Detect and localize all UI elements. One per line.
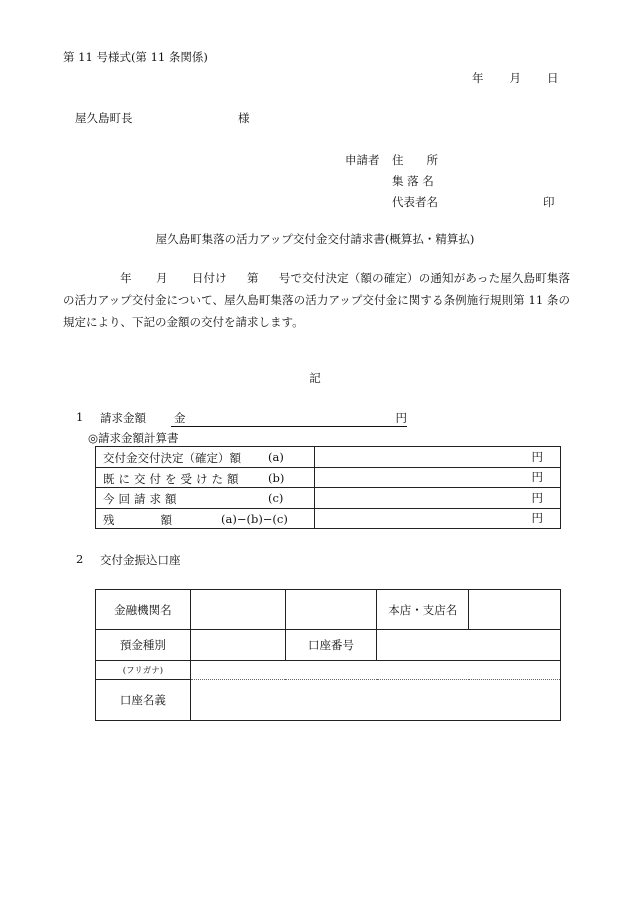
date-month: 月 bbox=[509, 71, 521, 85]
request-label: 請求金額 bbox=[100, 411, 146, 425]
addressee bbox=[75, 110, 250, 126]
account-name-field[interactable] bbox=[190, 680, 560, 721]
body-year: 年 bbox=[120, 271, 132, 285]
date-year: 年 bbox=[472, 71, 484, 85]
branch-label: 本店・支店名 bbox=[377, 590, 469, 630]
body-month: 月 bbox=[155, 271, 168, 285]
calc-yen: 円 bbox=[531, 511, 543, 526]
calc-yen: 円 bbox=[531, 449, 543, 464]
body-rest-line1: 号で交付決定（額の確定）の通知があった屋久島町集 bbox=[278, 271, 559, 285]
applicant-role: 申請者 bbox=[345, 153, 380, 167]
address-label: 住 所 bbox=[392, 153, 438, 167]
calc-yen: 円 bbox=[531, 470, 543, 485]
calc-row bbox=[96, 467, 561, 488]
calc-value-cell[interactable] bbox=[315, 467, 561, 488]
calc-label: 残 額 bbox=[103, 512, 172, 527]
calc-value-cell[interactable] bbox=[315, 488, 561, 509]
account-number-label: 口座番号 bbox=[285, 630, 377, 661]
calc-value-cell[interactable] bbox=[315, 508, 561, 529]
body-rest: 落の活力アップ交付金について、屋久島町集落の活力アップ交付金に関する条例施行規則第 11 条の規定により、下記の金額の交付を請求します。 bbox=[63, 271, 571, 329]
request-yen: 円 bbox=[395, 411, 407, 425]
request-number: 1 bbox=[76, 410, 84, 424]
account-name-label: 口座名義 bbox=[96, 680, 191, 721]
form-number: 第 11 号様式(第 11 条関係) bbox=[63, 50, 208, 64]
body-day: 日付け bbox=[191, 271, 227, 285]
calc-label: 今回請求額 bbox=[103, 492, 181, 506]
calc-value-cell[interactable] bbox=[315, 447, 561, 468]
calc-label: 既に交付を受けた額 bbox=[103, 471, 243, 486]
representative-label: 代表者名 bbox=[392, 195, 438, 209]
date-line bbox=[472, 70, 559, 86]
request-amount-line bbox=[76, 410, 407, 425]
calc-yen: 円 bbox=[531, 490, 543, 505]
request-kin: 金 bbox=[174, 411, 186, 425]
calc-code: (b) bbox=[268, 470, 285, 485]
addressee-honorific: 様 bbox=[238, 111, 250, 125]
section2-number: 2 bbox=[76, 552, 84, 566]
calc-row bbox=[96, 488, 561, 509]
deposit-type-label: 預金種別 bbox=[96, 630, 191, 661]
calc-table bbox=[95, 446, 561, 529]
deposit-type-field[interactable] bbox=[190, 630, 285, 661]
request-amount-field[interactable] bbox=[171, 410, 407, 427]
calc-row bbox=[96, 508, 561, 529]
calc-title: ◎請求金額計算書 bbox=[88, 431, 179, 445]
calc-label: 交付金交付決定（確定）額 bbox=[103, 451, 241, 465]
institution-field-ext[interactable] bbox=[285, 590, 377, 630]
body-no: 第 bbox=[246, 271, 259, 285]
furigana-label: (フリガナ) bbox=[96, 661, 191, 680]
institution-field[interactable] bbox=[190, 590, 285, 630]
calc-code: (a)−(b)−(c) bbox=[221, 511, 288, 526]
furigana-field[interactable] bbox=[190, 661, 560, 680]
account-number-field[interactable] bbox=[377, 630, 561, 661]
seal-mark: 印 bbox=[543, 195, 555, 209]
addressee-name: 屋久島町長 bbox=[75, 111, 133, 125]
ki-heading: 記 bbox=[309, 371, 321, 385]
section2-label: 交付金振込口座 bbox=[100, 553, 181, 567]
bank-row-institution bbox=[96, 590, 561, 630]
section2-heading bbox=[76, 552, 181, 567]
bank-table bbox=[95, 589, 561, 721]
calc-row bbox=[96, 447, 561, 468]
branch-field[interactable] bbox=[469, 590, 561, 630]
village-label: 集 落 名 bbox=[392, 174, 434, 188]
document-title: 屋久島町集落の活力アップ交付金交付請求書(概算払・精算払) bbox=[155, 232, 475, 246]
calc-code: (c) bbox=[268, 491, 284, 505]
bank-row-name bbox=[96, 680, 561, 721]
bank-row-account bbox=[96, 630, 561, 661]
bank-row-furigana bbox=[96, 661, 561, 680]
institution-label: 金融機関名 bbox=[96, 590, 191, 630]
calc-code: (a) bbox=[268, 450, 284, 464]
date-day: 日 bbox=[547, 71, 559, 85]
body-paragraph bbox=[63, 267, 570, 333]
